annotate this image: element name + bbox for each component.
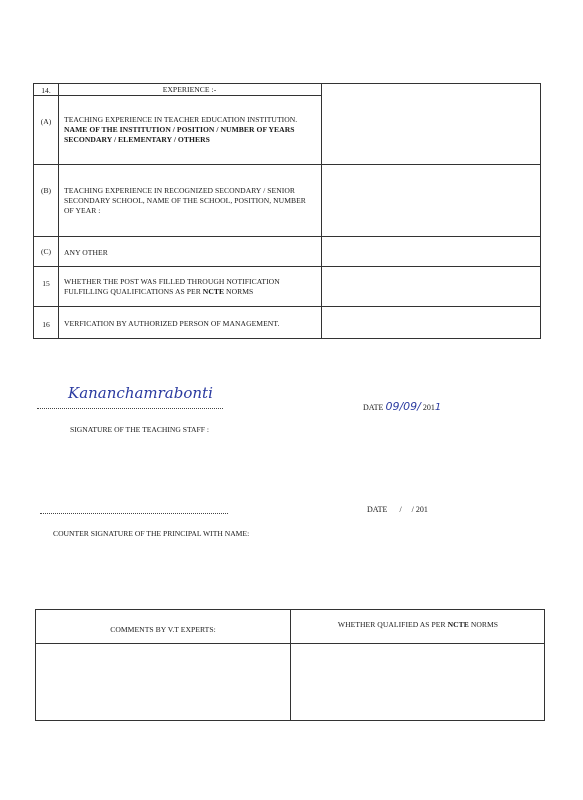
row-a-line-bold: SECONDARY / ELEMENTARY / OTHERS <box>64 135 210 144</box>
principal-date <box>367 505 428 514</box>
date-label: DATE <box>367 505 388 514</box>
row-15-line <box>64 287 324 297</box>
experience-table <box>33 83 541 339</box>
row-number: 15 <box>42 279 50 288</box>
row-divider <box>34 236 540 237</box>
teacher-signature-label: SIGNATURE OF THE TEACHING STAFF : <box>70 425 209 434</box>
row-a-line: TEACHING EXPERIENCE IN TEACHER EDUCATION INSTITUTION. <box>64 115 298 124</box>
row-number: 16 <box>42 320 50 329</box>
date-label: DATE <box>363 403 384 412</box>
row-16-text: VERFICATION BY AUTHORIZED PERSON OF MANAGEMENT. <box>64 319 280 328</box>
row-divider <box>34 266 540 267</box>
row-number: 14. <box>41 86 51 95</box>
row-c-text: ANY OTHER <box>64 248 108 257</box>
row-a-line-bold: NAME OF THE INSTITUTION / POSITION / NUMBER OF YEARS <box>64 125 295 134</box>
row-divider <box>34 164 540 165</box>
principal-signature-line <box>40 513 228 514</box>
row-divider <box>36 643 544 644</box>
comments-header: COMMENTS BY V.T EXPERTS: <box>110 625 216 634</box>
experience-heading: EXPERIENCE :- <box>162 85 217 94</box>
signature-line <box>37 408 223 409</box>
date-year: 201 <box>422 403 435 412</box>
row-divider <box>34 95 321 96</box>
teacher-date <box>363 400 441 413</box>
qualified-prefix: WHETHER QUALIFIED AS PER <box>337 620 448 629</box>
row-15-suffix: NORMS <box>224 287 254 296</box>
row-15-text <box>64 277 324 297</box>
row-b-text <box>64 186 324 216</box>
row-15-ncte: NCTE <box>202 287 225 296</box>
qualified-header <box>290 620 546 630</box>
row-number: (B) <box>40 186 52 195</box>
column-divider <box>58 84 59 338</box>
qualified-ncte: NCTE <box>447 620 469 629</box>
handwritten-signature: Kananchamrabonti <box>68 384 213 402</box>
comments-table <box>35 609 545 721</box>
handwritten-date: 09/09/ <box>385 400 421 413</box>
row-number: (A) <box>40 117 52 126</box>
row-divider <box>34 306 540 307</box>
principal-signature-label: COUNTER SIGNATURE OF THE PRINCIPAL WITH NAME: <box>53 529 250 538</box>
row-b-line: OF YEAR : <box>64 206 101 215</box>
row-15-line: WHETHER THE POST WAS FILLED THROUGH NOTIFICATION <box>64 277 280 286</box>
row-b-line: SECONDARY SCHOOL, NAME OF THE SCHOOL, POSITION, NUMBER <box>64 196 306 205</box>
qualified-suffix: NORMS <box>468 620 499 629</box>
row-number: (C) <box>40 247 52 256</box>
row-a-text <box>64 115 324 145</box>
row-15-prefix: FULFILLING QUALIFICATIONS AS PER <box>64 287 203 296</box>
date-blank: / / 201 <box>399 505 428 514</box>
handwritten-year-digit: 1 <box>434 402 442 413</box>
row-b-line: TEACHING EXPERIENCE IN RECOGNIZED SECONDARY / SENIOR <box>64 186 295 195</box>
